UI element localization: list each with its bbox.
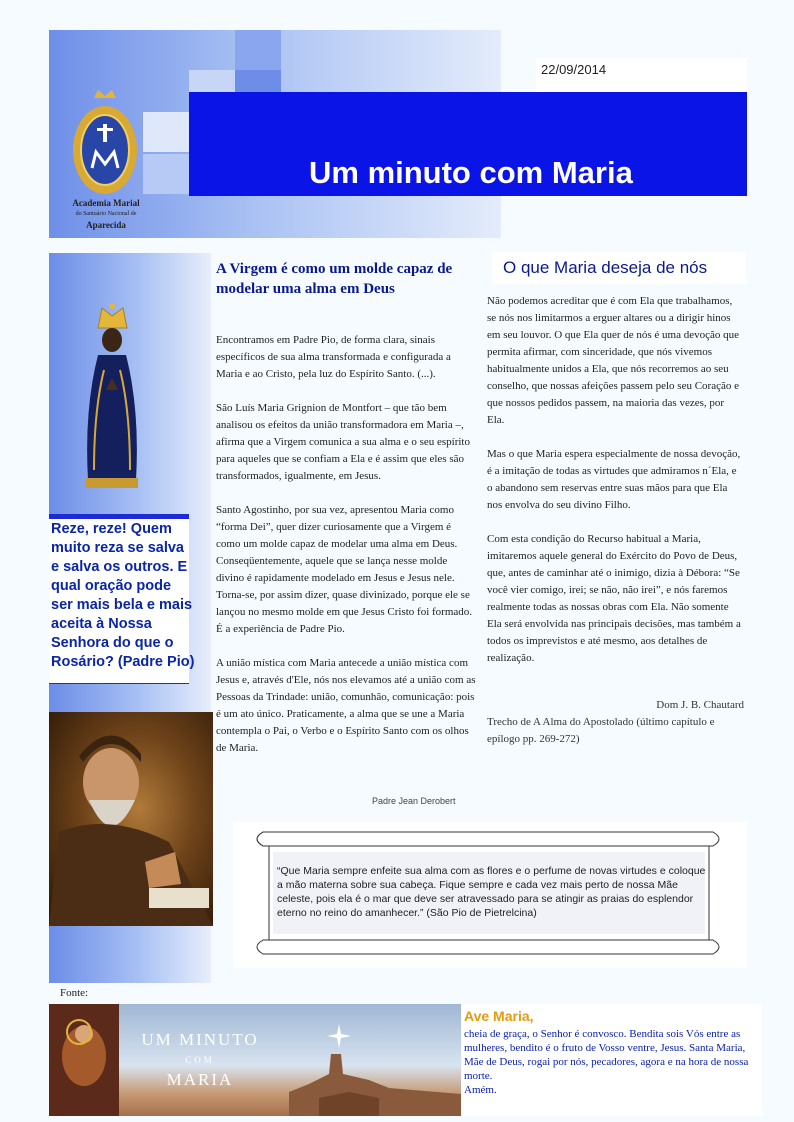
logo-line-1: Academia Marial [72, 198, 140, 208]
page-title: Um minuto com Maria [309, 155, 633, 190]
logo-line-2: do Santuário Nacional de [75, 211, 137, 217]
logo-line-3: Aparecida [86, 220, 126, 230]
logo-caption [56, 198, 156, 231]
ave-maria-body: cheia de graça, o Senhor é convosco. Bendita sois Vós entre as mulheres, bendito é o fruto de Vosso ventre, Jesus. Santa Maria, Mãe de Deus, rogai por nós, pecadores, agora e na hora de nossa morte. [464, 1028, 749, 1082]
article-paragraph: Encontramos em Padre Pio, de forma clara, sinais específicos de sua alma transformada e configurada a Maria e ao Cristo, pela luz do Espírito Santo. (...). [216, 334, 451, 380]
academia-marial-logo [68, 88, 142, 200]
article-author: Padre Jean Derobert [372, 796, 456, 806]
signature-source: Trecho de A Alma do Apostolado (último capítulo e epílogo pp. 269-272) [487, 716, 715, 745]
right-paragraph: Não podemos acreditar que é com Ela que trabalhamos, se nós nos limitarmos a erguer altares ou a dirigir hinos em seu louvor. O que Ela quer de nós é uma devoção que permita afirmar, com sinceridade, que nós vivemos habitualmente unidos a Ela, que nós recorremos ao seu conselho, que nossas afeições passem pelo seu Coração e que nossos pedidos passem, na maioria das vezes, por Ela. [487, 295, 740, 426]
ave-maria-heading: Ave Maria, [464, 1008, 534, 1024]
signature [487, 697, 744, 748]
source-label: Fonte: [60, 987, 89, 999]
banner-line-3: MARIA [166, 1070, 234, 1089]
padre-pio-photo [49, 712, 213, 926]
scroll-quote-text: “Que Maria sempre enfeite sua alma com as flores e o perfume de novas virtudes e coloque a mão materna sobre sua cabeça. Fique sempre e cada vez mais perto de nossa Mãe celeste, pois ela é o mar que deve ser atravessado para se atingir as praias do esplendor eterno no reino do amanhecer.” (São Pio de Pietrelcina) [277, 865, 706, 919]
ave-maria-prayer [464, 1027, 760, 1097]
scroll-bottom-roll [257, 940, 719, 954]
padre-pio-illustration [49, 712, 213, 926]
crown-icon [98, 308, 127, 328]
right-paragraph: Com esta condição do Recurso habitual a Maria, imitaremos aquele general do Exército do Povo de Deus, que, antes de caminhar até o inimigo, dizia à Débora: “Se você vier comigo, irei; se não, não irei”, e nós faremos realmente todas as nossas obras com Ela. Não somente Ela será envolvida nas principais decisões, mas também a todos os imprevistos e até mesmo, aos detalhes de realização. [487, 533, 741, 664]
right-paragraph: Mas o que Maria espera especialmente de nossa devoção, é a imitação de todas as virtudes que admiramos n´Ela, e o abandono sem reservas entre suas mãos para que Ela nos envolva do seu divino Filho. [487, 448, 741, 511]
decor-square [235, 30, 281, 70]
our-lady-aparecida-image [80, 300, 145, 490]
article-paragraph: A união mística com Maria antecede a união mística com Jesus e, através d'Ele, nós nos elevamos até a união com as Pessoas da Trindade: união, comunhão, comunicação: pois é um ato único. Praticamente, a alma que se une a Maria contempla o Pai, o Verbo e o Espírito Santo com os olhos de Maria. [216, 657, 476, 754]
banner-line-2: COM [185, 1055, 215, 1065]
beard [89, 800, 135, 826]
statue-face [102, 328, 122, 352]
signature-name: Dom J. B. Chautard [656, 699, 744, 711]
book [149, 888, 209, 908]
right-body [487, 293, 744, 684]
ave-maria-amen: Amém. [464, 1084, 497, 1096]
crown-icon [94, 90, 116, 98]
article-paragraph: Santo Agostinho, por sua vez, apresentou Maria como “forma Dei”, quer dizer curiosamente que a Virgem é como um molde capaz de modelar uma alma em Deus. Conseqüentemente, aquele que se lança nesse molde divino é rapidamente modelado em Jesus e Jesus nele. Torna-se, por assim dizer, quase divinizado, porque ele se lançou no mesmo molde em que Jesus Cristo foi formado. É a experiência de Padre Pio. [216, 504, 473, 635]
right-heading: O que Maria deseja de nós [503, 258, 708, 277]
sidebar-quote: Reze, reze! Quem muito reza se salva e salva os outros. E qual oração pode ser mais bela e mais aceita à Nossa Senhora do que o Rosário? (Padre Pio) [51, 521, 195, 670]
cross-icon [103, 124, 107, 142]
issue-date: 22/09/2014 [541, 62, 607, 77]
decor-square [143, 112, 189, 152]
banner-line-1: UM MINUTO [141, 1030, 259, 1049]
article-paragraph: São Luís Maria Grignion de Montfort – que tão bem analisou os efeitos da união transformadora em Maria –, afirma que a Virgem comunica a sua alma e o seu espírito para aqueles que se confiam a Ela e é assim que eles são transformados, igualmente, em Jesus. [216, 402, 470, 482]
star-icon [327, 1024, 351, 1048]
article-heading: A Virgem é como um molde capaz de modelar uma alma em Deus [216, 261, 453, 297]
banner-title [130, 1030, 270, 1090]
scroll-top-roll [257, 832, 719, 846]
habit [49, 824, 213, 926]
statue-base [86, 478, 138, 488]
article-body [216, 332, 477, 774]
decor-square [143, 154, 189, 194]
